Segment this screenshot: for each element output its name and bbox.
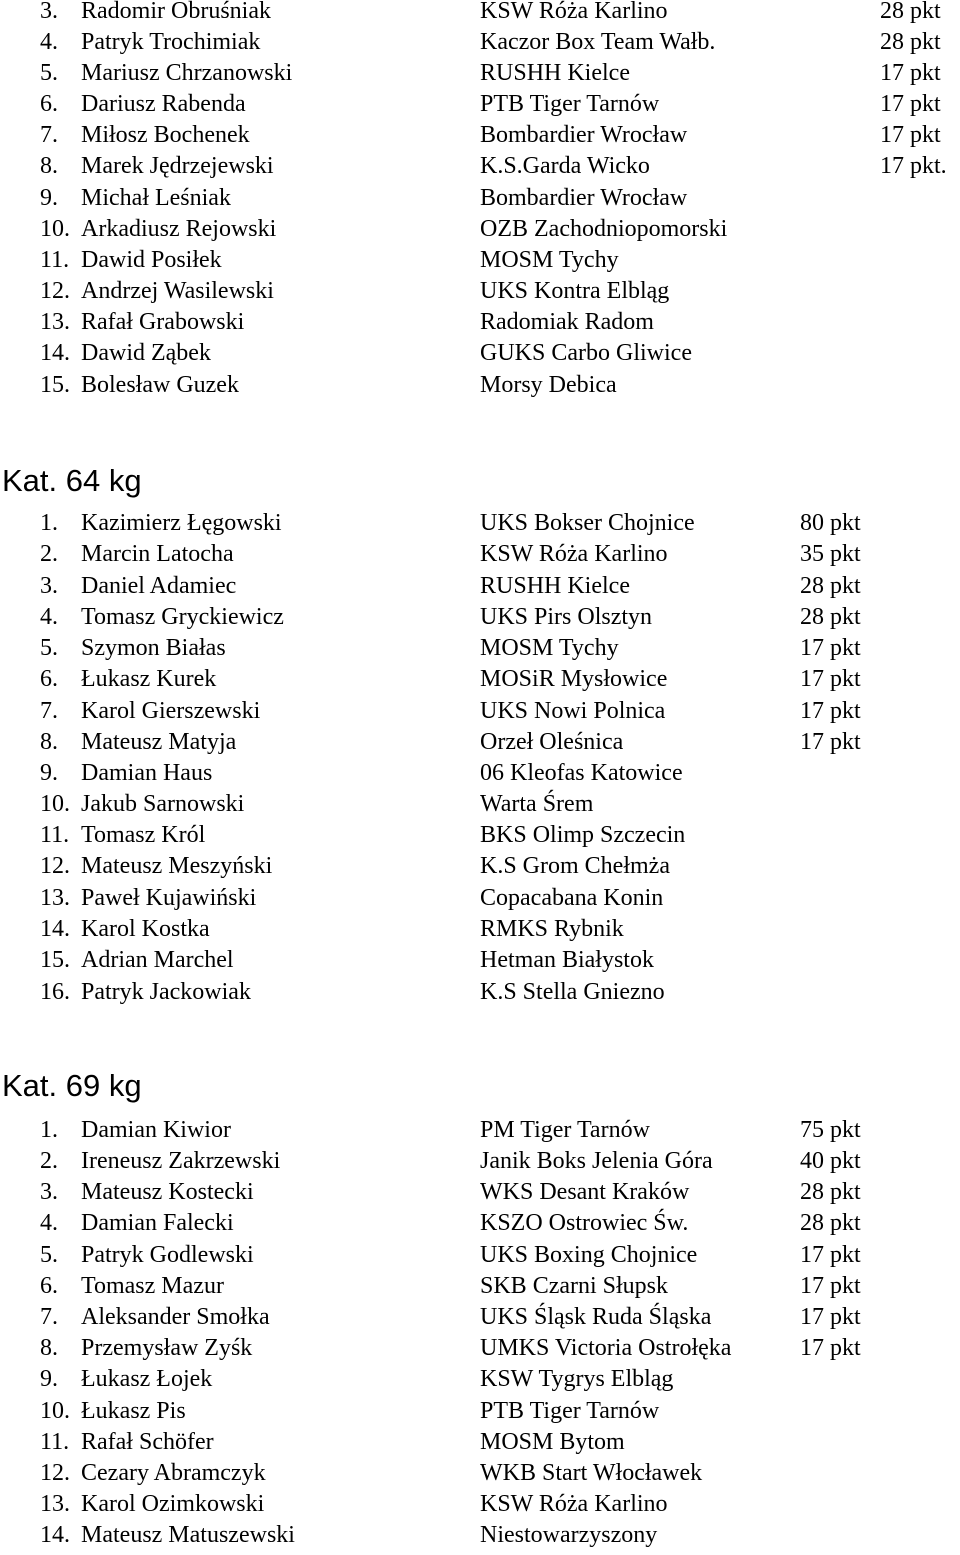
athlete-name: Mariusz Chrzanowski: [81, 60, 293, 86]
rank: 11.: [40, 1429, 70, 1455]
rank: 2.: [40, 541, 58, 567]
club-name: Orzeł Oleśnica: [480, 729, 624, 755]
rank: 13.: [40, 1491, 70, 1517]
club-name: SKB Czarni Słupsk: [480, 1273, 669, 1299]
club-name: MOSiR Mysłowice: [480, 666, 668, 692]
rank: 4.: [40, 1210, 58, 1236]
athlete-name: Aleksander Smołka: [81, 1304, 270, 1330]
result-row: [40, 914, 950, 945]
club-name: KSW Róża Karlino: [480, 1491, 668, 1517]
result-row: [40, 1489, 950, 1520]
result-row: [40, 307, 950, 338]
athlete-name: Mateusz Kostecki: [81, 1179, 254, 1205]
rank: 8.: [40, 1335, 58, 1361]
result-row: [40, 851, 950, 882]
athlete-name: Rafał Schöfer: [81, 1429, 214, 1455]
points: 17 pkt: [880, 91, 941, 117]
result-row: [40, 883, 950, 914]
result-row: [40, 338, 950, 369]
athlete-name: Radomir Obruśniak: [81, 0, 271, 24]
club-name: 06 Kleofas Katowice: [480, 760, 683, 786]
result-row: [40, 1302, 950, 1333]
points: 17 pkt: [800, 1304, 861, 1330]
result-row: [40, 58, 950, 89]
rank: 12.: [40, 853, 70, 879]
points: 17 pkt: [880, 122, 941, 148]
rank: 5.: [40, 635, 58, 661]
athlete-name: Karol Kostka: [81, 916, 210, 942]
result-row: [40, 1177, 950, 1208]
club-name: KSW Róża Karlino: [480, 0, 668, 24]
club-name: PM Tiger Tarnów: [480, 1117, 650, 1143]
result-row: [40, 1520, 950, 1551]
points: 17 pkt: [800, 635, 861, 661]
category-heading: Kat. 69 kg: [2, 1068, 142, 1103]
club-name: MOSM Bytom: [480, 1429, 625, 1455]
athlete-name: Bolesław Guzek: [81, 372, 239, 398]
club-name: Bombardier Wrocław: [480, 122, 688, 148]
athlete-name: Mateusz Matuszewski: [81, 1522, 295, 1548]
club-name: Bombardier Wrocław: [480, 185, 688, 211]
result-row: [40, 820, 950, 851]
result-row: [40, 571, 950, 602]
club-name: RUSHH Kielce: [480, 60, 630, 86]
athlete-name: Ireneusz Zakrzewski: [81, 1148, 281, 1174]
result-row: [40, 214, 950, 245]
rank: 10.: [40, 1398, 70, 1424]
athlete-name: Kazimierz Łęgowski: [81, 510, 282, 536]
club-name: UKS Kontra Elbląg: [480, 278, 670, 304]
club-name: UKS Boxing Chojnice: [480, 1242, 698, 1268]
athlete-name: Dawid Ząbek: [81, 340, 211, 366]
points: 28 pkt: [800, 1210, 861, 1236]
rank: 1.: [40, 1117, 58, 1143]
rank: 7.: [40, 122, 58, 148]
rank: 1.: [40, 510, 58, 536]
result-row: [40, 1115, 950, 1146]
athlete-name: Łukasz Łojek: [81, 1366, 213, 1392]
rank: 13.: [40, 309, 70, 335]
points: 17 pkt: [800, 729, 861, 755]
club-name: Morsy Debica: [480, 372, 617, 398]
club-name: PTB Tiger Tarnów: [480, 1398, 660, 1424]
points: 28 pkt: [880, 29, 941, 55]
athlete-name: Patryk Jackowiak: [81, 979, 251, 1005]
athlete-name: Łukasz Pis: [81, 1398, 186, 1424]
athlete-name: Szymon Białas: [81, 635, 226, 661]
result-row: [40, 1458, 950, 1489]
athlete-name: Patryk Trochimiak: [81, 29, 261, 55]
rank: 4.: [40, 29, 58, 55]
result-row: [40, 727, 950, 758]
rank: 10.: [40, 791, 70, 817]
athlete-name: Jakub Sarnowski: [81, 791, 245, 817]
rank: 6.: [40, 91, 58, 117]
club-name: Radomiak Radom: [480, 309, 654, 335]
rank: 14.: [40, 1522, 70, 1548]
rank: 14.: [40, 916, 70, 942]
result-row: [40, 370, 950, 401]
club-name: UKS Bokser Chojnice: [480, 510, 695, 536]
points: 28 pkt: [800, 573, 861, 599]
athlete-name: Mateusz Meszyński: [81, 853, 273, 879]
club-name: OZB Zachodniopomorski: [480, 216, 728, 242]
athlete-name: Arkadiusz Rejowski: [81, 216, 277, 242]
club-name: Janik Boks Jelenia Góra: [480, 1148, 713, 1174]
result-row: [40, 758, 950, 789]
points: 35 pkt: [800, 541, 861, 567]
rank: 13.: [40, 885, 70, 911]
points: 17 pkt: [800, 698, 861, 724]
rank: 6.: [40, 1273, 58, 1299]
club-name: K.S.Garda Wicko: [480, 153, 650, 179]
athlete-name: Adrian Marchel: [81, 947, 234, 973]
club-name: UKS Nowi Polnica: [480, 698, 666, 724]
result-row: [40, 89, 950, 120]
club-name: MOSM Tychy: [480, 247, 619, 273]
result-row: [40, 602, 950, 633]
athlete-name: Paweł Kujawiński: [81, 885, 257, 911]
rank: 3.: [40, 573, 58, 599]
points: 17 pkt.: [880, 153, 947, 179]
rank: 12.: [40, 1460, 70, 1486]
rank: 11.: [40, 247, 70, 273]
result-row: [40, 1240, 950, 1271]
club-name: UMKS Victoria Ostrołęka: [480, 1335, 732, 1361]
club-name: BKS Olimp Szczecin: [480, 822, 686, 848]
club-name: UKS Śląsk Ruda Śląska: [480, 1304, 712, 1330]
club-name: UKS Pirs Olsztyn: [480, 604, 653, 630]
points: 28 pkt: [800, 604, 861, 630]
club-name: K.S Stella Gniezno: [480, 979, 665, 1005]
athlete-name: Damian Falecki: [81, 1210, 234, 1236]
result-row: [40, 1396, 950, 1427]
points: 28 pkt: [800, 1179, 861, 1205]
rank: 14.: [40, 340, 70, 366]
athlete-name: Patryk Godlewski: [81, 1242, 254, 1268]
rank: 2.: [40, 1148, 58, 1174]
rank: 9.: [40, 760, 58, 786]
athlete-name: Tomasz Król: [81, 822, 206, 848]
result-row: [40, 276, 950, 307]
rank: 16.: [40, 979, 70, 1005]
points: 17 pkt: [800, 1242, 861, 1268]
athlete-name: Daniel Adamiec: [81, 573, 237, 599]
athlete-name: Tomasz Mazur: [81, 1273, 224, 1299]
result-row: [40, 0, 950, 27]
points: 17 pkt: [800, 666, 861, 692]
athlete-name: Mateusz Matyja: [81, 729, 237, 755]
result-row: [40, 696, 950, 727]
rank: 10.: [40, 216, 70, 242]
points: 17 pkt: [880, 60, 941, 86]
club-name: RUSHH Kielce: [480, 573, 630, 599]
athlete-name: Michał Leśniak: [81, 185, 231, 211]
athlete-name: Rafał Grabowski: [81, 309, 245, 335]
points: 75 pkt: [800, 1117, 861, 1143]
points: 80 pkt: [800, 510, 861, 536]
club-name: KSW Tygrys Elbląg: [480, 1366, 674, 1392]
club-name: Niestowarzyszony: [480, 1522, 658, 1548]
rank: 15.: [40, 372, 70, 398]
athlete-name: Dariusz Rabenda: [81, 91, 246, 117]
result-row: [40, 1271, 950, 1302]
result-row: [40, 27, 950, 58]
club-name: GUKS Carbo Gliwice: [480, 340, 692, 366]
athlete-name: Marcin Latocha: [81, 541, 234, 567]
club-name: Kaczor Box Team Wałb.: [480, 29, 716, 55]
points: 40 pkt: [800, 1148, 861, 1174]
rank: 11.: [40, 822, 70, 848]
athlete-name: Cezary Abramczyk: [81, 1460, 266, 1486]
club-name: WKS Desant Kraków: [480, 1179, 690, 1205]
result-row: [40, 633, 950, 664]
result-row: [40, 1427, 950, 1458]
category-heading: Kat. 64 kg: [2, 463, 142, 498]
athlete-name: Tomasz Gryckiewicz: [81, 604, 284, 630]
rank: 4.: [40, 604, 58, 630]
club-name: KSW Róża Karlino: [480, 541, 668, 567]
result-row: [40, 977, 950, 1008]
athlete-name: Karol Gierszewski: [81, 698, 261, 724]
club-name: MOSM Tychy: [480, 635, 619, 661]
result-row: [40, 1333, 950, 1364]
result-row: [40, 945, 950, 976]
rank: 8.: [40, 729, 58, 755]
athlete-name: Andrzej Wasilewski: [81, 278, 274, 304]
result-row: [40, 1208, 950, 1239]
athlete-name: Damian Kiwior: [81, 1117, 231, 1143]
club-name: K.S Grom Chełmża: [480, 853, 670, 879]
club-name: RMKS Rybnik: [480, 916, 624, 942]
result-row: [40, 1364, 950, 1395]
result-row: [40, 1146, 950, 1177]
athlete-name: Miłosz Bochenek: [81, 122, 250, 148]
athlete-name: Karol Ozimkowski: [81, 1491, 265, 1517]
athlete-name: Przemysław Zyśk: [81, 1335, 253, 1361]
rank: 5.: [40, 1242, 58, 1268]
result-row: [40, 664, 950, 695]
rank: 9.: [40, 1366, 58, 1392]
rank: 7.: [40, 698, 58, 724]
rank: 12.: [40, 278, 70, 304]
club-name: KSZO Ostrowiec Św.: [480, 1210, 689, 1236]
rank: 3.: [40, 0, 58, 24]
result-row: [40, 245, 950, 276]
result-row: [40, 789, 950, 820]
points: 17 pkt: [800, 1273, 861, 1299]
rank: 9.: [40, 185, 58, 211]
result-row: [40, 183, 950, 214]
rank: 8.: [40, 153, 58, 179]
rank: 15.: [40, 947, 70, 973]
club-name: WKB Start Włocławek: [480, 1460, 703, 1486]
club-name: Copacabana Konin: [480, 885, 664, 911]
points: 17 pkt: [800, 1335, 861, 1361]
club-name: PTB Tiger Tarnów: [480, 91, 660, 117]
result-row: [40, 151, 950, 182]
result-row: [40, 539, 950, 570]
result-row: [40, 120, 950, 151]
rank: 6.: [40, 666, 58, 692]
athlete-name: Dawid Posiłek: [81, 247, 222, 273]
result-row: [40, 508, 950, 539]
rank: 7.: [40, 1304, 58, 1330]
club-name: Warta Śrem: [480, 791, 594, 817]
rank: 3.: [40, 1179, 58, 1205]
rank: 5.: [40, 60, 58, 86]
athlete-name: Damian Haus: [81, 760, 213, 786]
athlete-name: Łukasz Kurek: [81, 666, 217, 692]
points: 28 pkt: [880, 0, 941, 24]
club-name: Hetman Białystok: [480, 947, 654, 973]
athlete-name: Marek Jędrzejewski: [81, 153, 274, 179]
